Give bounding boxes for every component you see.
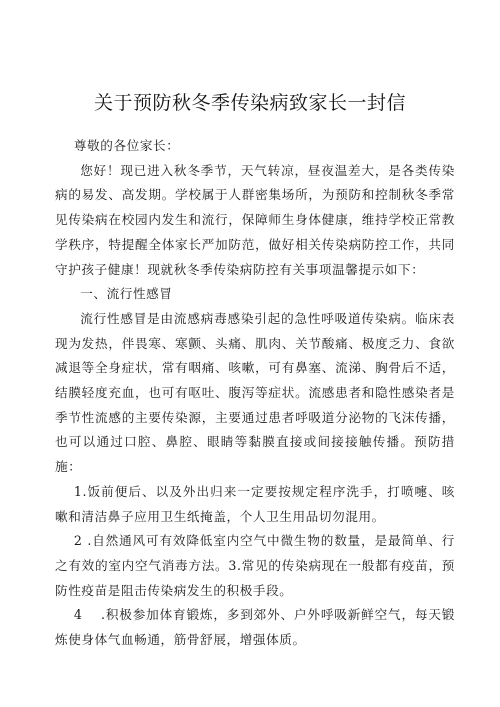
document-title: 关于预防秋冬季传染病致家长一封信: [93, 92, 406, 114]
intro-paragraph: 您好！现已进入秋冬季节，天气转凉，昼夜温差大，是各类传染病的易发、高发期。学校属于人群密集场所，为预防和控制秋冬季常见传染病在校园内发生和流行，保障师生身体健康，维持学校正常教学秩序，特提醒全体家长严加防范，做好相关传染病防控工作，共同守护孩子健康！现就秋冬季传染病防控有关事项温馨提示如下：: [55, 162, 455, 277]
measure-item-2: 2 .自然通风可有效降低室内空气中微生物的数量，是最简单、行之有效的室内空气消毒方法。3.常见的传染病现在一般都有疫苗，预防性疫苗是阻击传染病发生的积极手段。: [55, 533, 455, 598]
influenza-paragraph: 流行性感冒是由流感病毒感染引起的急性呼吸道传染病。临床表现为发热，伴畏寒、寒颤、头痛、肌肉、关节酸痛、极度乏力、食欲减退等全身症状，常有咽痛、咳嗽，可有鼻塞、流涕、胸骨后不适，结膜轻度充血，也可有呕吐、腹泻等症状。流感患者和隐性感染者是季节性流感的主要传染源，主要通过患者呼吸道分泌物的飞沫传播，也可以通过口腔、鼻腔、眼睛等黏膜直接或间接接触传播。预防措施：: [55, 310, 455, 475]
letter-body: [55, 134, 455, 653]
salutation: 尊敬的各位家长：: [73, 138, 180, 153]
section-heading-influenza: 一、流行性感冒: [80, 286, 173, 302]
measure-item-4: 4 .积极参加体育锻炼，多到郊外、户外呼吸新鲜空气，每天锻炼使身体气血畅通，筋骨舒展，增强体质。: [55, 607, 455, 648]
measure-item-1: 1.饭前便后、以及外出归来一定要按规定程序洗手，打喷嚏、咳嗽和清洁鼻子应用卫生纸掩盖，个人卫生用品切勿混用。: [55, 483, 455, 524]
